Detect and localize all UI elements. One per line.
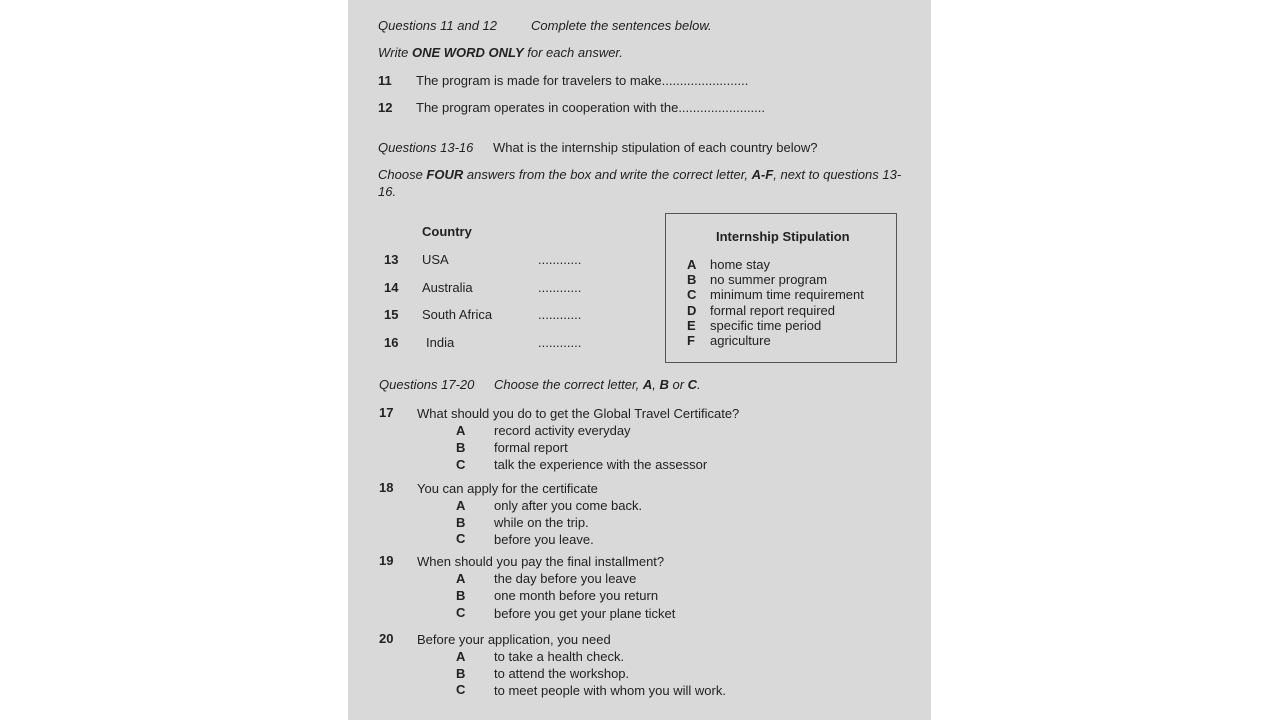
question-number: 18 [379,480,394,495]
option-text: talk the experience with the assessor [494,457,708,472]
option-text: before you leave. [494,532,594,547]
option-letter: B [456,588,466,603]
choose-mid: answers from the box and write the correct letter, [463,167,752,182]
question-number: 11 [378,73,392,88]
option-letter: B [456,440,466,455]
question-text: Before your application, you need [417,632,611,647]
inst-letter-b: B [659,377,669,392]
option-letter: C [456,682,466,697]
question-number: 16 [384,335,399,350]
choose-bold-range: A-F [751,167,774,182]
inst-pre: Choose the correct letter, [494,377,643,392]
option-letter: A [687,257,697,272]
answer-blank: ............ [538,307,582,322]
section-instruction-11-12: Complete the sentences below. [531,18,712,33]
choose-post: , next to questions 13- [773,167,902,182]
option-text: formal report required [710,303,835,318]
option-letter: F [687,333,695,348]
country-name: USA [422,252,449,267]
option-text: record activity everyday [494,423,631,438]
option-text: one month before you return [494,588,659,603]
choose-pre: Choose [378,167,427,182]
option-text: to attend the workshop. [494,666,630,681]
choose-bold-four: FOUR [426,167,464,182]
option-letter: C [456,531,466,546]
section-instruction-17-20 [494,377,701,393]
question-text: The program operates in cooperation with the........................ [416,100,766,115]
stipulation-title: Internship Stipulation [716,229,850,244]
option-text: agriculture [710,333,771,348]
country-name: India [426,335,455,350]
option-text: only after you come back. [494,498,643,513]
option-text: home stay [710,257,770,272]
option-letter: D [687,303,697,318]
inst-letter-a: A [642,377,653,392]
option-text: the day before you leave [494,571,637,586]
question-number: 15 [384,307,399,322]
option-letter: E [687,318,696,333]
option-letter: B [456,515,466,530]
inst-sep: , [652,377,660,392]
section-range-17-20: Questions 17-20 [379,377,475,392]
option-text: while on the trip. [494,515,589,530]
choose-instruction-line2: 16. [378,184,397,199]
option-letter: C [456,457,466,472]
section-range-13-16: Questions 13-16 [378,140,474,155]
option-text: before you get your plane ticket [494,606,676,621]
answer-blank: ............ [538,252,582,267]
option-letter: B [687,272,697,287]
choose-instruction [378,167,901,183]
country-name: South Africa [422,307,493,322]
write-instruction [378,45,623,61]
question-text: You can apply for the certificate [417,481,598,496]
question-text: When should you pay the final installment? [417,554,665,569]
option-text: specific time period [710,318,822,333]
country-header: Country [422,224,472,239]
section-question-13-16: What is the internship stipulation of each country below? [493,140,818,155]
inst-or: or [668,377,688,392]
answer-blank: ............ [538,280,582,295]
option-text: no summer program [710,272,828,287]
write-bold: ONE WORD ONLY [411,45,524,60]
question-number: 19 [379,553,394,568]
option-text: minimum time requirement [710,287,864,302]
country-name: Australia [422,280,473,295]
inst-letter-c: C [687,377,698,392]
inst-end: . [697,377,701,392]
question-number: 13 [384,252,399,267]
option-letter: A [456,571,466,586]
question-number: 12 [378,100,393,115]
question-text: The program is made for travelers to make........................ [416,73,749,88]
option-letter: B [456,666,466,681]
option-letter: C [687,287,697,302]
option-letter: A [456,498,466,513]
option-letter: A [456,423,466,438]
question-number: 17 [379,405,394,420]
question-number: 20 [379,631,394,646]
option-letter: A [456,649,466,664]
answer-blank: ............ [538,335,582,350]
write-pre: Write [378,45,412,60]
section-range-11-12: Questions 11 and 12 [378,18,498,33]
option-letter: C [456,605,466,620]
option-text: to take a health check. [494,649,625,664]
question-text: What should you do to get the Global Travel Certificate? [417,406,740,421]
option-text: formal report [494,440,568,455]
option-text: to meet people with whom you will work. [494,683,726,698]
question-number: 14 [384,280,399,295]
write-post: for each answer. [523,45,623,60]
